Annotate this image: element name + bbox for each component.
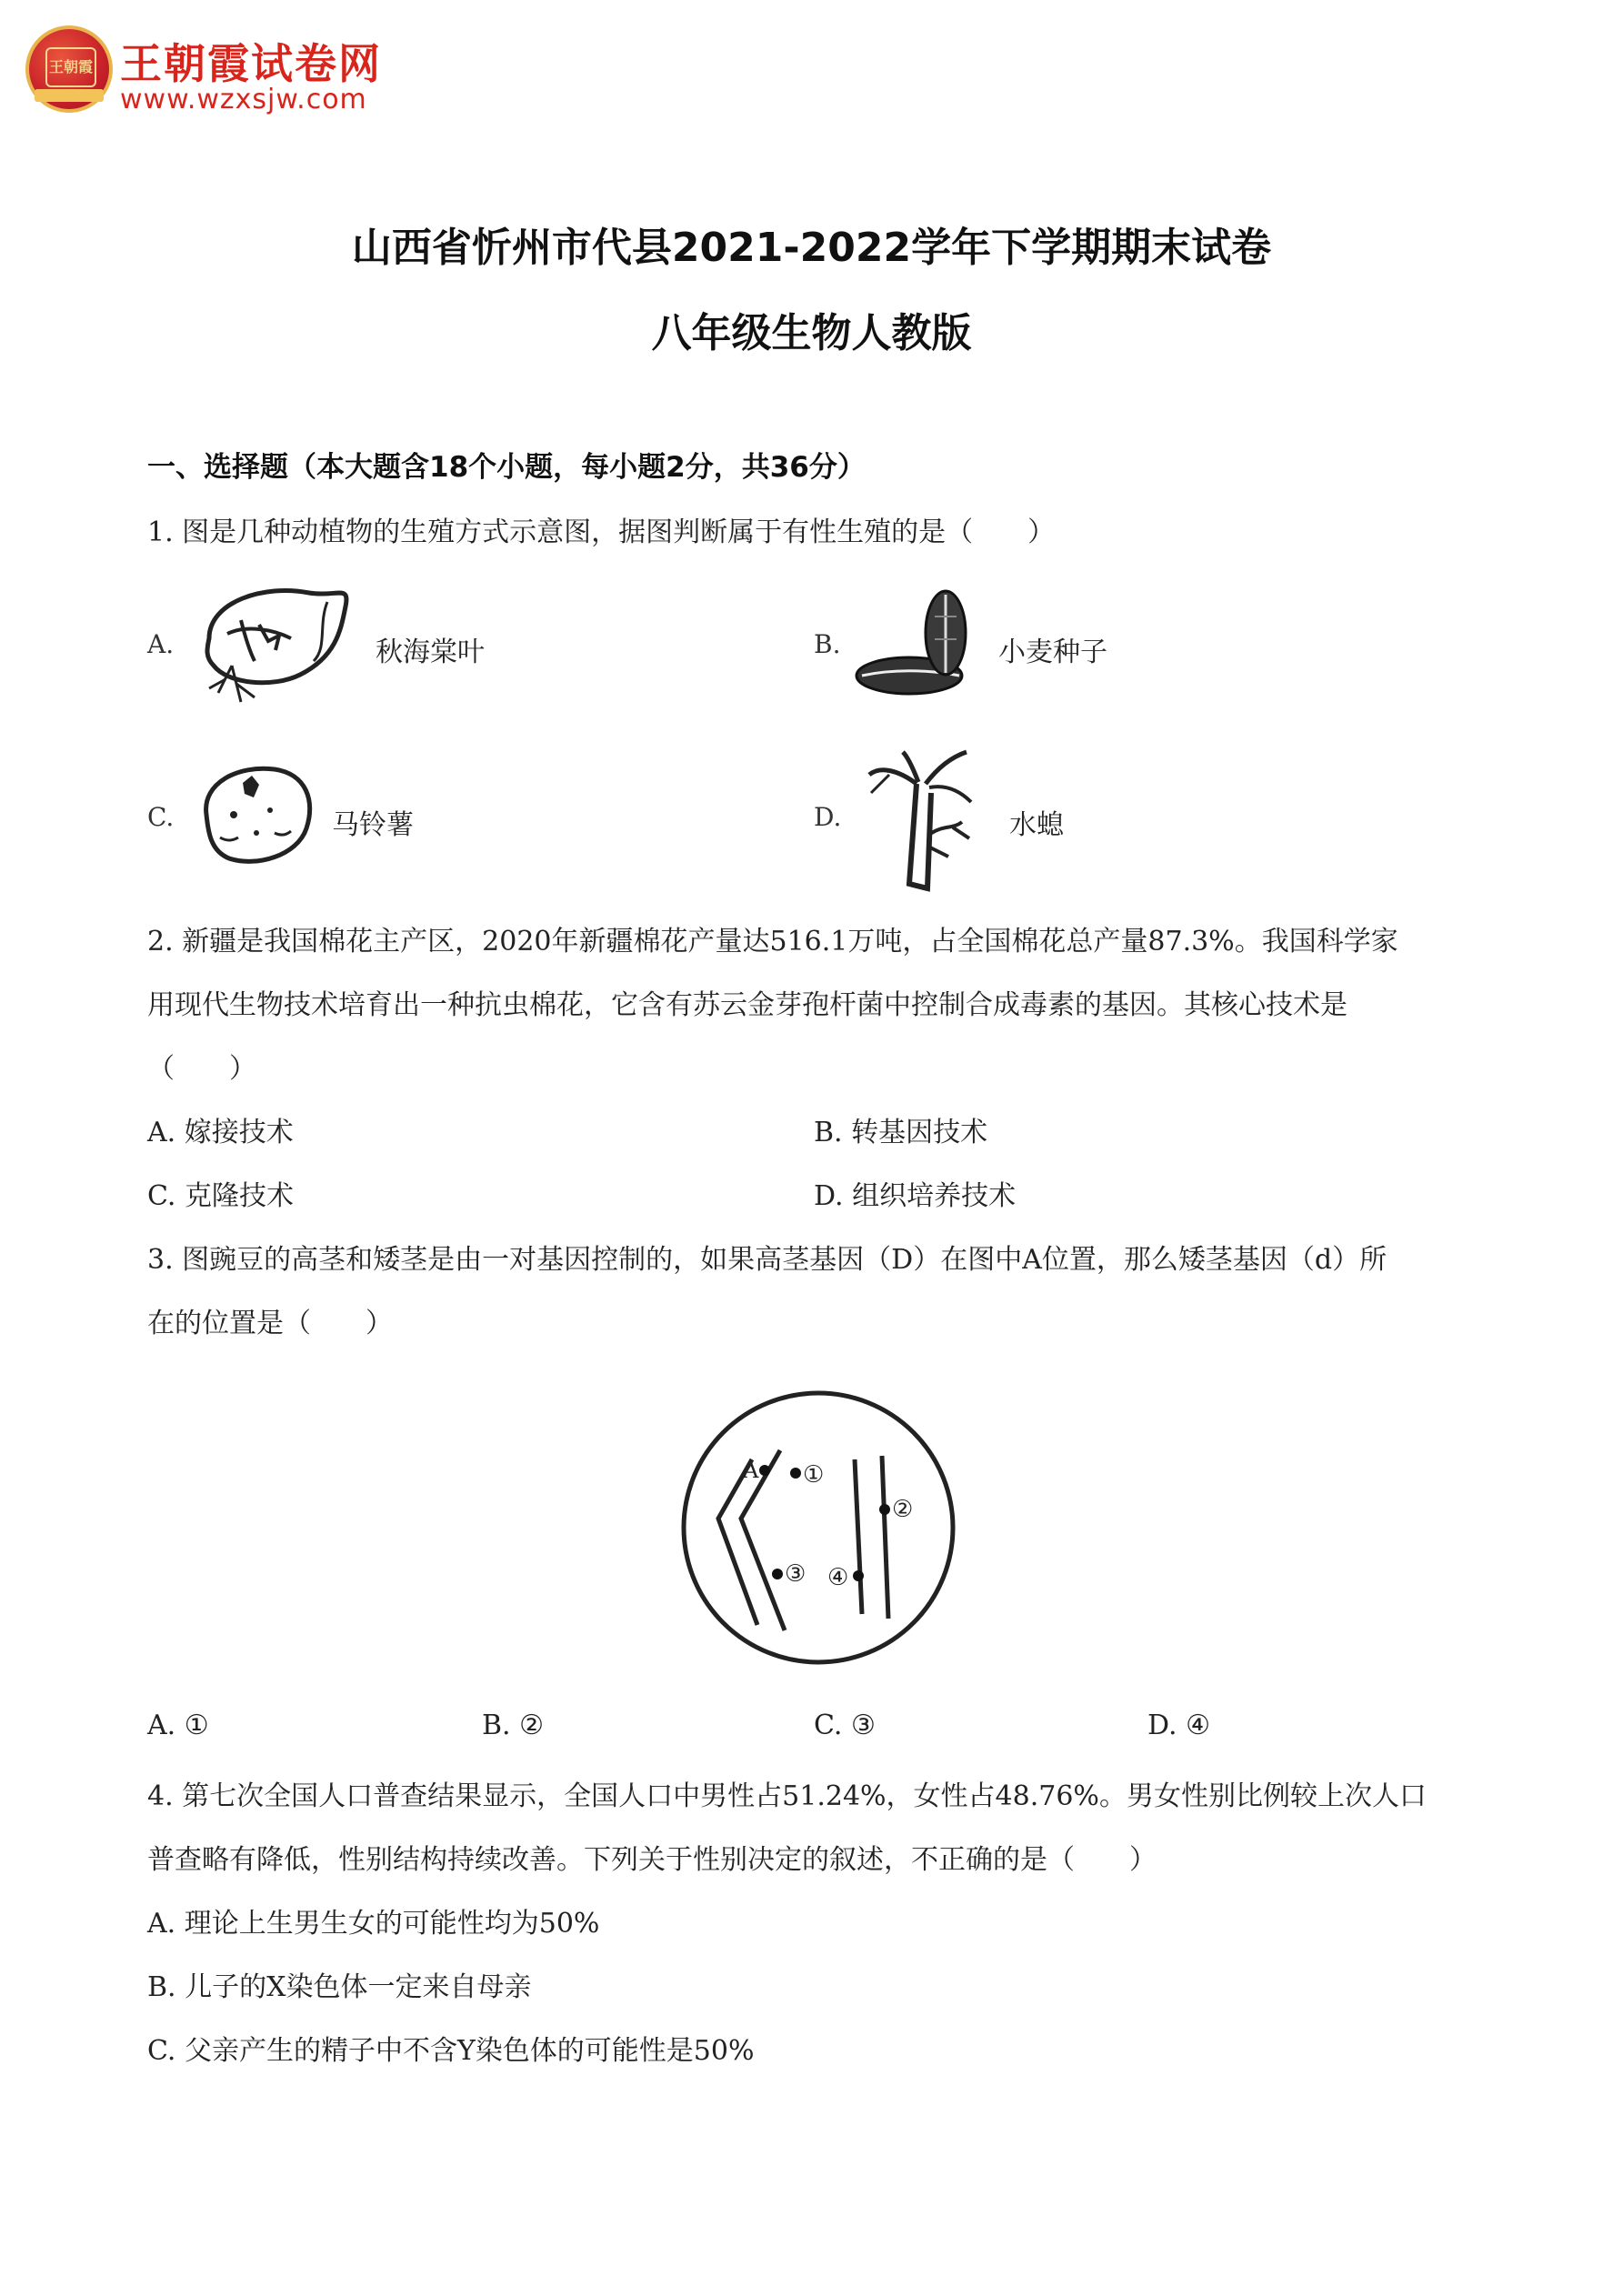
potato-icon [193, 760, 320, 869]
q3-option-d-label: D. [1147, 1709, 1177, 1741]
q4-option-b-label: B. [147, 1971, 176, 2003]
locus-3-label: ③ [785, 1560, 806, 1588]
q4-option-b [147, 1964, 532, 2004]
locus-a-dot [759, 1465, 770, 1476]
q2-option-d-text: 组织培养技术 [852, 1180, 1017, 1212]
q1-option-d-label: D. [814, 802, 842, 832]
q3-stem-line1: 3. 图豌豆的高茎和矮茎是由一对基因控制的，如果高茎基因（D）在图中A位置，那么矮茎基因（d）所 [147, 1244, 1388, 1276]
q4-option-b-text: 儿子的X染色体一定来自母亲 [185, 1971, 532, 2003]
logo-badge-text: 王朝霞 [45, 47, 96, 87]
q3-stem-line2: 在的位置是（ ） [147, 1308, 393, 1339]
locus-a-label: A [743, 1458, 759, 1483]
q1-option-a-text: 秋海棠叶 [376, 637, 485, 668]
q2-stem-line1: 2. 新疆是我国棉花主产区，2020年新疆棉花产量达516.1万吨，占全国棉花总产量87.3%。我国科学家 [147, 926, 1398, 958]
logo-badge-icon [25, 25, 113, 113]
chromosome-diagram [677, 1387, 959, 1669]
q2-option-b-label: B. [814, 1117, 843, 1148]
locus-4-dot [853, 1570, 864, 1581]
wheat-seed-icon [855, 589, 982, 707]
site-logo [25, 25, 407, 116]
locus-1-label: ① [803, 1461, 825, 1489]
section-heading: 一、选择题（本大题含18个小题，每小题2分，共36分） [147, 451, 866, 484]
q4-stem-line1: 4. 第七次全国人口普查结果显示，全国人口中男性占51.24%，女性占48.76%。男女性别比例较上次人口 [147, 1780, 1427, 1812]
logo-title: 王朝霞试卷网 [120, 39, 382, 88]
cell-outline [684, 1393, 953, 1662]
q2-option-d [814, 1173, 1016, 1213]
locus-2-dot [879, 1504, 890, 1515]
logo-url[interactable]: www.wzxsjw.com [120, 84, 367, 115]
chromosome-2b [882, 1456, 888, 1619]
logo-ribbon [35, 89, 104, 102]
q3-option-b-text: ② [519, 1709, 545, 1741]
q4-option-c-text: 父亲产生的精子中不含Y染色体的可能性是50% [184, 2035, 755, 2067]
exam-subtitle: 八年级生物人教版 [651, 310, 972, 356]
q3-option-a-label: A. [147, 1709, 176, 1741]
q2-option-a [147, 1109, 294, 1149]
q3-option-b [482, 1709, 544, 1741]
q2-option-b [814, 1109, 987, 1149]
q2-option-c [147, 1173, 294, 1213]
q3-option-c-label: C. [814, 1709, 843, 1741]
q3-option-a-text: ① [184, 1709, 209, 1741]
q1-stem: 1. 图是几种动植物的生殖方式示意图，据图判断属于有性生殖的是（ ） [147, 516, 1056, 548]
q4-option-a-text: 理论上生男生女的可能性均为50% [184, 1908, 600, 1940]
q2-option-a-text: 嫁接技术 [184, 1117, 294, 1148]
q2-option-c-text: 克隆技术 [184, 1180, 294, 1212]
q4-option-a-label: A. [147, 1908, 176, 1940]
q1-option-c-text: 马铃薯 [332, 809, 414, 841]
hydra-icon [862, 747, 998, 893]
q1-option-d-text: 水螅 [1009, 809, 1064, 841]
q3-option-a [147, 1709, 209, 1741]
q4-option-c [147, 2028, 754, 2068]
q2-stem-line3: （ ） [147, 1053, 256, 1085]
q1-option-b-label: B. [814, 629, 841, 659]
q3-option-c [814, 1709, 876, 1741]
q2-option-c-label: C. [147, 1180, 176, 1212]
q2-option-d-label: D. [814, 1180, 844, 1212]
locus-1-dot [790, 1468, 801, 1479]
q4-option-c-label: C. [147, 2035, 176, 2067]
q3-option-b-label: B. [482, 1709, 511, 1741]
q1-option-b-text: 小麦种子 [998, 637, 1107, 668]
q2-option-a-label: A. [147, 1117, 176, 1148]
q2-stem-line2: 用现代生物技术培育出一种抗虫棉花，它含有苏云金芽孢杆菌中控制合成毒素的基因。其核心技术是 [147, 989, 1347, 1021]
q4-option-a [147, 1900, 599, 1940]
q3-option-c-text: ③ [850, 1709, 876, 1741]
q4-stem-line2: 普查略有降低，性别结构持续改善。下列关于性别决定的叙述，不正确的是（ ） [147, 1844, 1157, 1876]
begonia-leaf-icon [191, 575, 355, 720]
locus-3-dot [772, 1569, 783, 1579]
chromosome-2a [855, 1459, 862, 1614]
locus-2-label: ② [892, 1496, 914, 1523]
q1-option-a-label: A. [147, 629, 175, 659]
q2-option-b-text: 转基因技术 [851, 1117, 988, 1148]
q3-option-d [1147, 1709, 1210, 1741]
exam-title: 山西省忻州市代县2021-2022学年下学期期末试卷 [351, 225, 1272, 271]
q3-option-d-text: ④ [1186, 1709, 1210, 1741]
q1-option-c-label: C. [147, 802, 175, 832]
locus-4-label: ④ [827, 1564, 849, 1591]
